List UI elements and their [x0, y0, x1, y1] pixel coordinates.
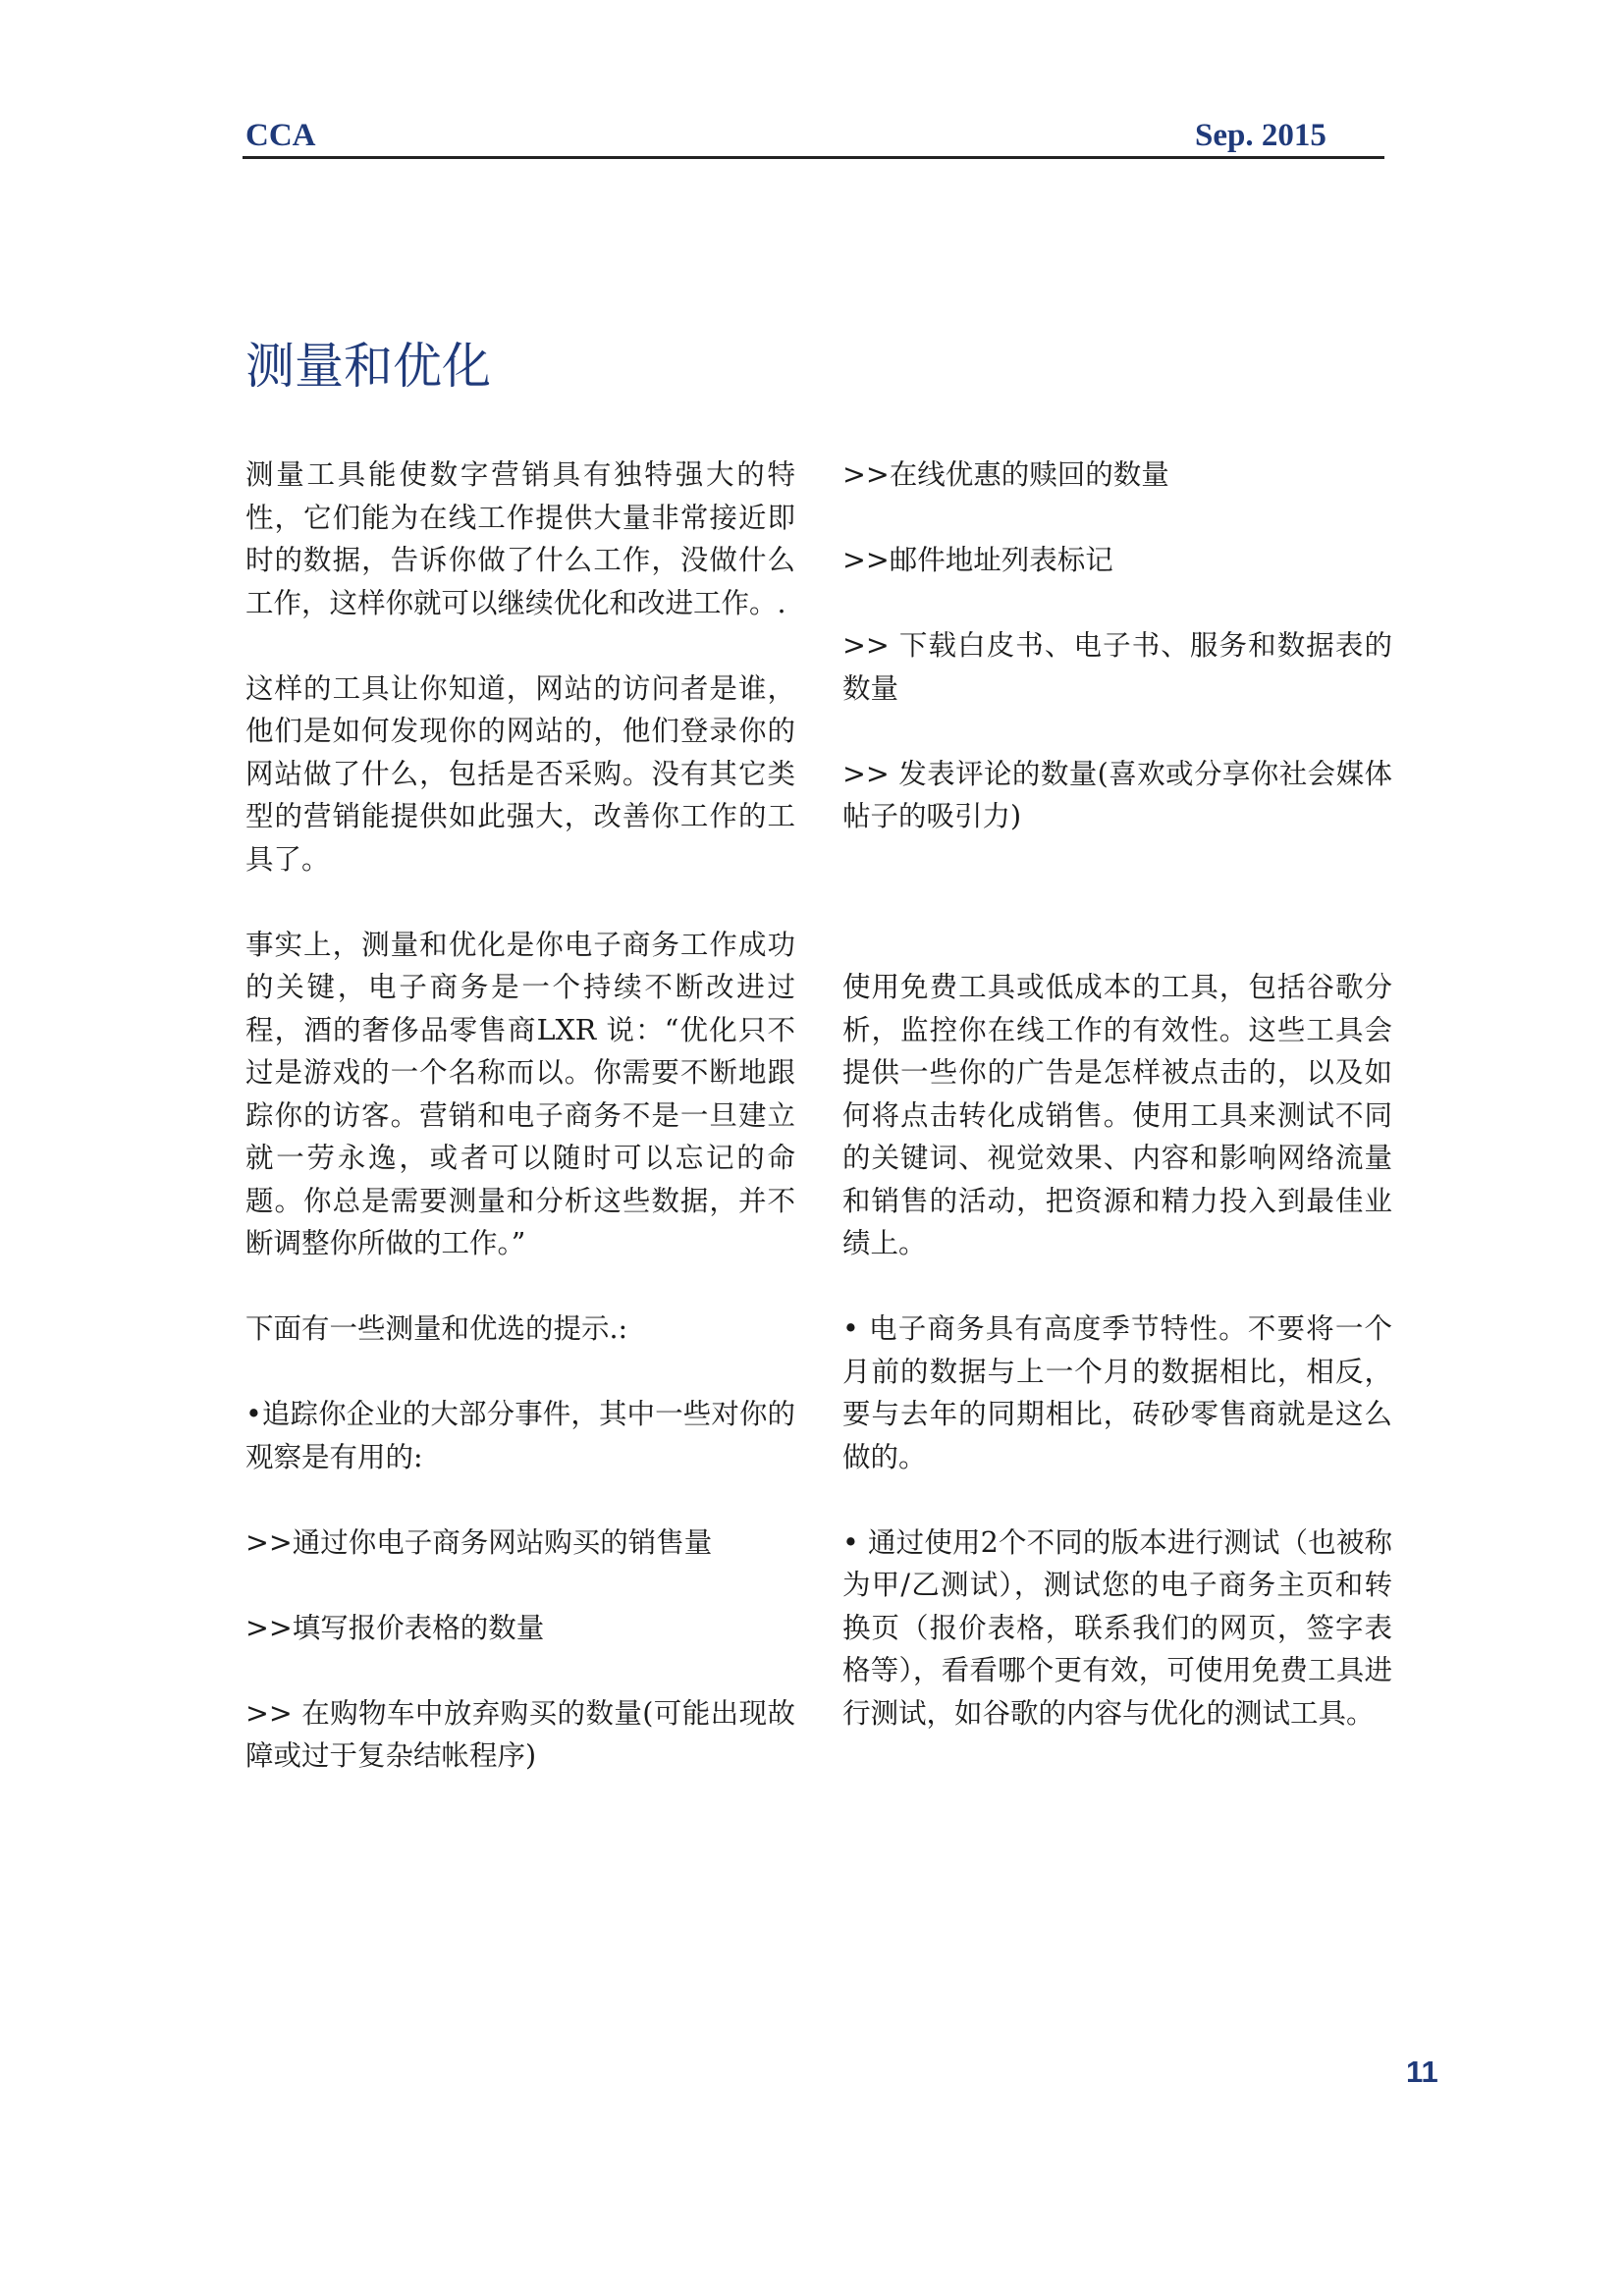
spacer: [842, 838, 1392, 967]
list-item-comments: >> 发表评论的数量(喜欢或分享你社会媒体帖子的吸引力): [842, 757, 1392, 832]
paragraph-free-tools: 使用免费工具或低成本的工具，包括谷歌分析，监控你在线工作的有效性。这些工具会提供一些你的广告是怎样被点击的，以及如何将点击转化成销售。使用工具来测试不同的关键词、视觉效果、内容和影响网络流量和销售的活动，把资源和精力投入到最佳业绩上。: [842, 971, 1392, 1259]
page-number: 11: [1406, 2055, 1438, 2089]
spacer: [842, 582, 1392, 625]
list-item-email-signups: >>邮件地址列表标记: [842, 544, 1113, 576]
list-item-offer-redemption: >>在线优惠的赎回的数量: [842, 458, 1169, 491]
header-publisher: CCA: [245, 118, 316, 153]
list-item-quote-forms: >>填写报价表格的数量: [245, 1611, 545, 1644]
bullet-ab-testing: • 通过使用2个不同的版本进行测试（也被称为甲/乙测试），测试您的电子商务主页和转换页（报价表格，联系我们的网页，签字表格等），看看哪个更有效，可使用免费工具进行测试，如谷歌的内容与优化的测试工具。: [842, 1525, 1392, 1730]
paragraph-fact: 事实上，测量和优化是你电子商务工作成功的关键，电子商务是一个持续不断改进过程，酒的奢侈品零售商LXR 说：“优化只不过是游戏的一个名称而以。你需要不断地跟踪你的访客。营销和电子商务不是一旦建立就一劳永逸，或者可以随时可以忘记的命题。你总是需要测量和分析这些数据，并不断调整你所做的工作。”: [245, 928, 795, 1259]
spacer: [245, 1478, 795, 1522]
header-divider: [243, 156, 1384, 159]
list-item-sales: >>通过你电子商务网站购买的销售量: [245, 1525, 713, 1559]
paragraph-intro: 测量工具能使数字营销具有独特强大的特性，它们能为在线工作提供大量非常接近即时的数据，告诉你做了什么工作，没做什么工作，这样你就可以继续优化和改进工作。.: [245, 458, 795, 619]
list-item-abandoned-carts: >> 在购物车中放弃购买的数量(可能出现故障或过于复杂结帐程序): [245, 1696, 795, 1772]
bullet-seasonality: • 电子商务具有高度季节特性。不要将一个月前的数据与上一个月的数据相比，相反，要与去年的同期相比，砖砂零售商就是这么做的。: [842, 1312, 1392, 1473]
spacer: [245, 1351, 795, 1394]
right-column: [842, 454, 1392, 1735]
header-date: Sep. 2015: [1195, 118, 1326, 153]
paragraph-tools: 这样的工具让你知道，网站的访问者是谁，他们是如何发现你的网站的，他们登录你的网站做了什么，包括是否采购。没有其它类型的营销能提供如此强大，改善你工作的工具了。: [245, 671, 795, 876]
paragraph-tips-intro: 下面有一些测量和优选的提示.:: [245, 1312, 628, 1345]
left-column: [245, 454, 795, 1778]
spacer: [842, 710, 1392, 753]
spacer: [245, 624, 795, 667]
spacer: [245, 881, 795, 924]
spacer: [245, 1265, 795, 1308]
spacer: [842, 1478, 1392, 1522]
spacer: [842, 1265, 1392, 1308]
bullet-track-events: •追踪你企业的大部分事件，其中一些对你的观察是有用的:: [245, 1398, 795, 1473]
list-item-downloads: >> 下载白皮书、电子书、服务和数据表的数量: [842, 629, 1392, 705]
page-title: 测量和优化: [245, 338, 491, 395]
spacer: [842, 497, 1392, 540]
spacer: [245, 1649, 795, 1692]
spacer: [245, 1564, 795, 1607]
